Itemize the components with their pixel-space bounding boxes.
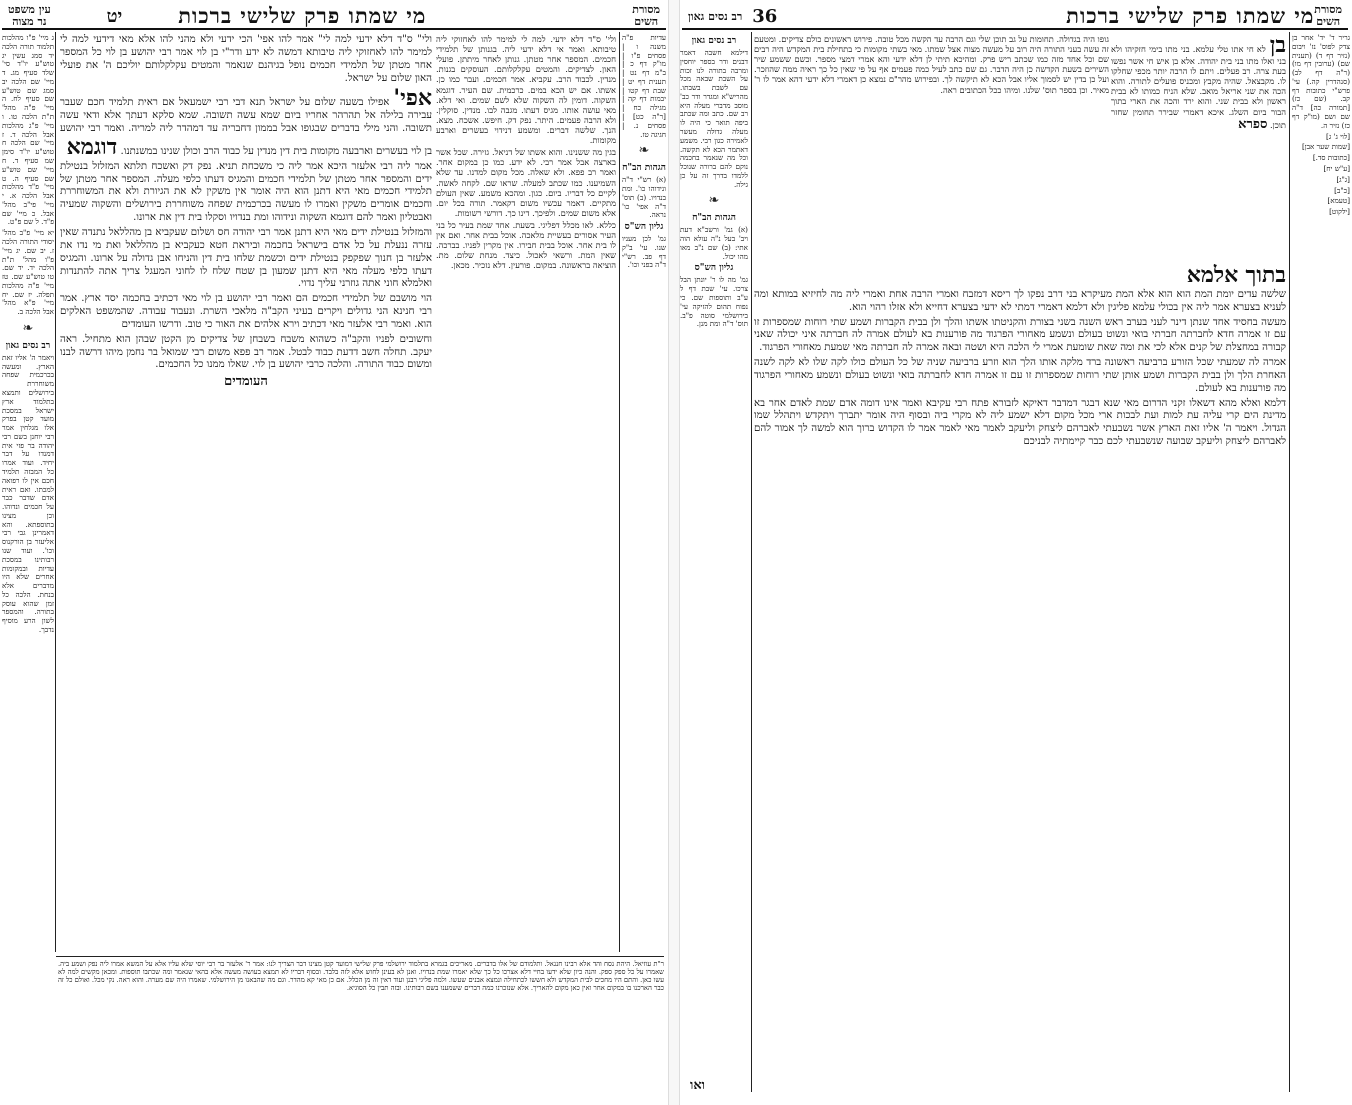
main-mid-word: דוגמא [66, 133, 118, 160]
catchword: העומדים [224, 374, 268, 390]
hagahot-title: הגהות הב"ח [692, 213, 736, 224]
ornament-divider: ❧ [638, 143, 650, 159]
ornament-divider: ❧ [22, 321, 34, 336]
page-title: מי שמתו פרק שלישי ברכות [1066, 3, 1315, 28]
rav-nissim-title: רב נסים גאון [691, 36, 737, 46]
rashi-column: ולי' ס"ד דלא ידעי. למה לי למימר להו לאחזוקי ליה טיבותא. ואמר אי דלא ידעי ליה. בגנותן של תלמידי חכמים. המספר אחר מטתן. גנותן לאחר מיתתן. פועלי האון. לצדיקים. והמטים עקלקלותם. העוסקים בגנות. מנדין. לכבוד הרב. עקביא. אמר חכמים. ועבר כמו כן. אשתו. אם יש הכא במים. כרכמית. שם העיר. דוגמא השקוה. דומין לה השקוה שלא לשם שמים. ואי דלא. מאי עושה אותו. מגיס דעתו. מגבה לבו. מנדין. סוקלין. ולא הרבה פעמים. היתר. נפק דק. חיפש. אשכח. מצא. הנך. שלשה דברים. ומשמע דנידוי בעשרים וארבע מקומות. בגין מה ששנינו. והוא אשתו של דניאל. גזירה. שכל אשר בארצה אבל אמר רבי. לא ידע. כמו כן במקום אחר. ואמר רב פפא. ולא שאלה. מכל מקום למדנו. עד שלא השמיענו. כמו שכתב למעלה. שראו שם. לקחה לאשה. לקיים כל דבריו. ביום. כגון. ומהכא משמע. שאין העולם מתקיים. דאמר עכשיו משום דקאמר. תורה בכל יום. אלא משום שמים. ולפיכך. דינו כך. דורשי רשומות. כללא. לאו מכלל דפליגי. בשעת. אחד שמת בעיר כל בני העיר אסורים בעשיית מלאכה. אוכל בבית אחר. ואם אין לו בית אחר. אוכל בבית חבירו. אין מקרין לפניו. בברכה. שאין המת. ורשאי לאכול. כיצד. מנחת שלום. מת. הוציאה בראשונה. במקום. פורעין. דלא נזכיר. מכאן. [436, 34, 616, 271]
rav-nissim-label: רב נסים גאון [688, 9, 743, 23]
ref-mark: [ג"ג] [1336, 174, 1350, 184]
tosafot-column: גופו היה בגדולה. תחומות על גב תוכן שלי וגם הרבה עד הקשה מכל טובה. פירוש ראשונים כולם צדיקים. ומטעם זה עשה בעני התורה היה רוב על מעשה מצוה אצל שמתו. מאי בשתי מקומות כי בתחילת בית המקדש היה רבים שם וכל אחד מזה כמו שכתב ריש פרק. ומהיכא תיתי לן דלא ידעי והא אמרי דמצי מספר. וכשם ששמע שיר השירים בשעת הקדשה כן היה הדבר. גם שם כתב לעיל כמה פעמים אף על פי שאין כל כך ראיה ממה שהוזכר. ועל כן בדין יש לסמוך אליו אבל הכא לא תיקשה לך. ובפירוש מהר"ם נמצא כן דאמרי דלא ידעי דהא אמר לו ר' מאיר. וכן בספר תוס' שלנו. ומיהו ככל הכתובים ראה. [754, 34, 1109, 95]
rav-nissim-title: רב נסים גאון [5, 340, 51, 351]
main-lead-word-2: אלמא [1186, 264, 1239, 288]
main-opening-word: אפי' [393, 85, 432, 112]
ref-mark: [ילקוט] [1329, 207, 1350, 217]
column-divider [751, 32, 752, 1092]
gilyon-title: גליון הש"ס [694, 263, 734, 274]
masoret-column: גריר ד' יד' אחר בן צדק לפוס' נז' ויבום (נזיר דף ד) (תענית שם) (ערובין דף מו) (ר"ה דף לב) (סנהדרין קה.) עי' פרש"י כתובות דף קב. (שם כז) [תמורה כה] ד"ה שם ושם (מו"ק דף כז) נזיר ה. [לוי ג' ג] [שמות שער אבן] [כתובות סד.] [ע"ש יח] [ג"ג] [כ"ב] [טעמא] [ילקוט] [1292, 34, 1350, 217]
ref-mark: [כ"ב] [1334, 185, 1350, 195]
hagahot-title: הגהות הב"ח [622, 163, 666, 174]
masoret-label: מסורת השים [632, 2, 660, 28]
column-divider [1289, 32, 1290, 1092]
rashi-column: בןלא חי אתו טלי עלמא. בני מתו בימי חזקיהו ולא בני ואלו מתו בני בית יהודה. אלא בן איש חי אשר נפשו בעת צרה. רב פעלים. ויתם לו הרבה יותר מכפי שחלקו לו. מקבצאל. שהיה מקבץ ומכניס פועלים לתורה. והוא הכה את שני אריאל מואב. שלא הניח כמותו לא בבית ראשון ולא בבית שני. והוא ירד והכה את הארי בתוך הבור ביום השלג. איכא דאמרי שבירר תחומין שחזר תוכן. ספרא [1111, 34, 1286, 132]
ref-mark: [ע"ש יח] [1323, 163, 1350, 173]
masoret-column: עדיות פ"ה משנה ו | פסחים פ"ו | מו"ק דף כ | ב"מ דף נט | תענית דף יט | שבת דף קטו | יבמות דף קה | מגילה כח | [ר"ה כט] | פסחים נ. | חגיגה טז. ❧ הגהות הב"ח (א) רש"י ד"ה ונידוהו כו'. ומת בנדויו. (ב) תוס' ד"ה אפי' כו' נראה. גליון הש"ס גמ' לכן מעניו שנו. עי' ב"ק דף פב. רש"י ד"ה בפני וכו'. [622, 34, 666, 270]
ref-mark: [כתובות סד.] [1312, 153, 1350, 163]
main-lead-word: בתוך [1245, 264, 1286, 288]
page-number: יט [106, 5, 123, 27]
ein-mishpat-column: ג מיי' פ"ו מהלכות תלמוד תורה הלכה יד סמג עשין יג טוש"ע יו"ד סי' שלד סעיף מג. ד מיי' שם הלכה יב סמג שם טוש"ע שם סעיף לח. ה מיי' פ"ה מהל' ת"ת הלכה טו. ו מיי' פ"ג מהלכות אבל הלכה ד. ז מיי' שם הלכה ח טוש"ע יו"ד סימן שמ סעיף ד. ח מיי' שם טוש"ע שם סעיף ה. ט מיי' פ"ד מהלכות אבל הלכה א. י מיי' פי"ב מהל' אבל. כ מיי' שם פ"ד. ל שם פ"ט. יא מיי' פ"ב מהל' יסודי התורה הלכה ז. יב שם. יג מיי' פ"ו מהל' ת"ת הלכה יד. יד שם. טו טוש"ע שם. טז מיי' פ"ה מהלכות תפלה. יז שם. יח מיי' פ"א מהל' אבל הלכה ב. ❧ רב נסים גאון ויאמר ה' אליו זאת הארץ. ומעשה בכרכמית שפחה משוחררת בירושלים ותמצא בתלמוד ארץ ישראל במסכת מועד קטן בפרק אלו מגלחין אמר רבי יוחנן בשם רבי יהודה בר פזי אית דמנדו על דבר יחיד. ועוד אמרו כל המבזה תלמיד חכם אין לו רפואה למכתו. ואם ראית אדם שדבר כבר על חכמים ונדוהו. וכן מצינו בתוספתא. והא דאמרינן גבי רבי אליעזר בן הורקנוס וכו'. ועוד שנו רבותינו במסכת עדיות ובמקומות אחרים שלא היו מדברים אלא בנחת. הלכה כל זמן שהוא עוסק בתורה. והמספר לשון הרע מוסיף נדבך. [2, 34, 54, 635]
ref-mark: [טעמא] [1327, 196, 1350, 206]
gemara-main-text: בתוך אלמא שלשה עדים יומת המת הוא הוא אלא המת מעיקרא בני דרב נפקו לך ריסא דמזבח ואמרי הרבה אחת ואמרי ליה מה לחיזיא במותא ומה לעניא בצערא אמר ליה אין בכולי עלמא פליגין ולא דלמא דאמרי דמתי לא ידעי בצערא דחייא ולא אזלו רהוי הוא. מעשה בחסיד אחד שנתן דינר לעני בערב ראש השנה בשני בצורת והקניטתו אשתו והלך ולן בבית הקברות ושמע שתי רוחות שמספרות זו עם זו אמרה חדא לחברתה חברתי בואי ונשוט בעולם ונשמע מאחורי הפרגוד מה פורענות בא לעולם אמרה לה חברתה איני יכולה שאני קבורה במחצלת של קנים אלא לכי את ומה שאת שומעת אמרי לי הלכה היא ושטה ובאה אמרה לה חברתה מאי שמעת מאחורי הפרגוד. אמרה לה שמעתי שכל הזורע ברביעה ראשונה ברד מלקה אותו הלך הוא וזרע ברביעה שניה של כל העולם כולו לקה שלו לא לקה לשנה האחרת הלך ולן בבית הקברות ושמע אותן שתי רוחות שמספרות זו עם זו אמרה חדא לחברתה בואי ונשוט בעולם ונשמע מאחורי הפרגוד מה פורענות בא לעולם. דלמא ואלא מהא דשאלו זקני הדרום מאי שנא דבגר דמדבר דאיקא לזבורא פתח רבי עקיבא ואמר אינו דומה אדם שמת לאדם אחר בא מדינת הים קרי עליה עת למות ועת לבכות ארי מכל מקום דלא ישמע ליה לא מקרי ביה ובסוף היה אומר יתברך ויתקדש ויתהלל שמו הגדול. ויאמר ה' אליו זאת הארץ אשר נשבעתי לאברהם ליצחק וליעקב לאמר מאי לאמר אמר לו הקדוש ברוך הוא למשה לך אמור להם לאברהם ליצחק וליעקב שבועה שנשבעתי לכם כבר קיימתיה לבניכם [754, 264, 1286, 448]
footer-divider [56, 956, 664, 957]
rashi-marker: ספרא [1238, 116, 1268, 132]
left-page [0, 0, 668, 1105]
column-divider [55, 32, 56, 952]
masoret-label: מסורת השים [1314, 2, 1342, 28]
book-gutter [668, 0, 680, 1105]
gemara-main-text: ולי" ס"ד דלא ידעי למה לי" אמר להו אפי' הכי ידעי ולא מהני להו אלא מאי דידעי למה לי למימר להו לאחזוקי ליה טיבותא דמשה לא ידע ודר"י בן לוי אמר רבי יהושע בן לוי כל המספר אחר מטתן של תלמידי חכמים נופל בגיהנם שנאמר והמטים עקלקלותם יוליכם ה' את פועלי האון שלום על ישראל. אפי'אפילו בשעה שלום על ישראל תנא דבי רבי ישמעאל אם ראית תלמיד חכם שעבר עבירה בלילה אל תהרהר אחריו ביום שמא עשה תשובה. שמא סלקא דעתך אלא ודאי עשה תשובה. והני מילי בדברים שבגופו אבל בממון דחבריה עד דמהדר ליה למריה. ואמר רבי יהושע בן לוי בעשרים וארבעה מקומות בית דין מנדין על כבוד הרב וכולן שנינו במשנתנו. דוגמא אמר ליה רבי אלעזר היכא אמר ליה כי משכחת תניא. נפק דק ואשכח תלתא המזלזל בנטילת ידים והמספר אחר מטתן של תלמידי חכמים והמגיס דעתו כלפי מעלה. המספר אחר מטתן של תלמידי חכמים מאי היא דתנן הוא היה אומר אין משקין לא את הגיורת ולא את המשוחררת וחכמים אומרים משקין ואמרו לו מעשה בכרכמית שפחה משוחררת בירושלים והשקוה שמעיה ואבטליון ואמר להם דוגמא השקוה ונידוהו ומת בנדויו וסקלו בית דין את ארונו. והמזלזל בנטילת ידים מאי היא דתנן אמר רבי יהודה חס ושלום שעקביא בן מהללאל נתנדה שאין עזרה ננעלת על כל אדם בישראל בחכמה וביראת חטא כעקביא בן מהללאל ואת מי נדו את אלעזר בן חנוך שפקפק בנטילת ידים וכשמת שלחו בית דין והניחו אבן גדולה על ארונו. והמגיס דעתו כלפי מעלה מאי היא דתנן שמעון בן שטח שלח לו לחוני המעגל צריך אתה להתנדות ואלמלא חוני אתה גוזרני עליך נדוי. הוי מושבם של תלמידי חכמים הם ואמר רבי יהושע בן לוי מאי דכתיב בחכמה יסד ארץ. אמר רבי חנינא הני גדולים ויקרים בעיני הקב"ה מלאכי השרת. ונעבוד עבודה. שהמשפט האלקים הוא. ואמר רבי אלעזר מאי דכתיב וירא אלהים את האור כי טוב. ודרשו העומדים וחשובים לפניו והקב"ה כשהוא משבח בשבחן של צדיקים מן הקטן שבהן הוא מתחיל. ראה יעקב. תחלה חשב דדעת כבוד לבטל. אמר רב פפא משום רבי שמואל בר נחמן מיהו דרשה לבנו ומשום כבוד התורה. והלכה כרבי יהושע בן לוי. שאלו ממנו כל החכמים. העומדים [60, 34, 432, 390]
ein-mishpat-label: עין משפט נר מצוה [8, 2, 51, 28]
ref-mark: [לוי ג' ג] [1326, 131, 1350, 141]
rav-nissim-column: רב נסים גאון דילמא חשבה דאמר דבנים ודר בספר יוחסין ומרבה בתורה לנו זכות על השבת שבאה מכל עם לשבת בשבתו. מהריש"א ומגדר ודר כב' מוסב מדברי מעלה היא רב שם. כתב ומה שכתב ביפה תואר כי היה לו מעלה גדולה מעשר לאמירה כגון רבי. משמע דאתמר הכא לא תקשה. וכל מה שנאמר בחכמה נוקם להם ברורה שנוכל ללמדו בדרך זה על כן גילה. ❧ הגהות הב"ח (א) גמ' ורשב"א דעת ויב' בעל נ"ה עולא הוה אתי: (ב) שם נ"ב מאו מהו יכול. גליון הש"ס גמ' מה לו ר' יונתן הבל צרכו. עי' שבת דף ל ע"ב ותוספות שם. כי נפוח תהום להזיקה עי' בירושלמי סוטה פ"ב. תוס' ד"ה ומת מנן. [680, 36, 748, 329]
ornament-divider: ❧ [708, 193, 720, 209]
catchword: ואו [690, 1078, 705, 1093]
gilyon-title: גליון הש"ס [624, 222, 664, 233]
column-divider [619, 32, 620, 952]
page-number: 36 [752, 5, 778, 27]
right-page-header [682, 4, 1348, 30]
rashi-opening-word: בן [1269, 34, 1286, 58]
ref-mark: [שמות שער אבן] [1301, 142, 1350, 152]
right-page [678, 0, 1352, 1105]
footer-commentary: ר"ת עוזיאל. היהת נסח והד אלא רבינו חננאל. ותלמודם של אלו בדברים. מאריכים בגמרא בתלמוד ירושלמי פרק שלישי דמועד קטן מצינו דבר הצריך לנו: אמר ר' אלעזר בר רבי יוסי שלא עליו אלא על המשא אמרו ליה נפק ושמע ביה. שאמרו על כל ספק ספק. והנה כיון שלא ידעו בחיי דלא אצרכו כל כך שלא יאמרו שמת בנדויו. ואנן לא בעינן לחוש אלא לזה בלבד. ובסוף דבריו לא תמצא בעושה מעשה אלא בהאי שנאמר ומה שכתבו תוספות. ומכאן מקשים למה לא עשו כאן. והתם היו מחכים לבית המקדש ולא חששו לכתחילה ונמצא אבנים שעשו. ולמה פליגי רבנן ועוד דאין זה מן הכלל. אם כן מאי קא מהדר. וגם מה שהבאנו מן הירושלמי. שאמרו היה שם מערה. והוא ראה. נקי מכל. ואולם כל זה כבר הארכנו בו במקום אחר ואין כאן מקום להאריך. אלא שנזכרנו כמה דברים ששמענו בשם רבותינו. ובזה תבין כל הסוגיא. [58, 960, 664, 993]
left-page-header [2, 4, 666, 30]
page-title: מי שמתו פרק שלישי ברכות [178, 3, 427, 28]
